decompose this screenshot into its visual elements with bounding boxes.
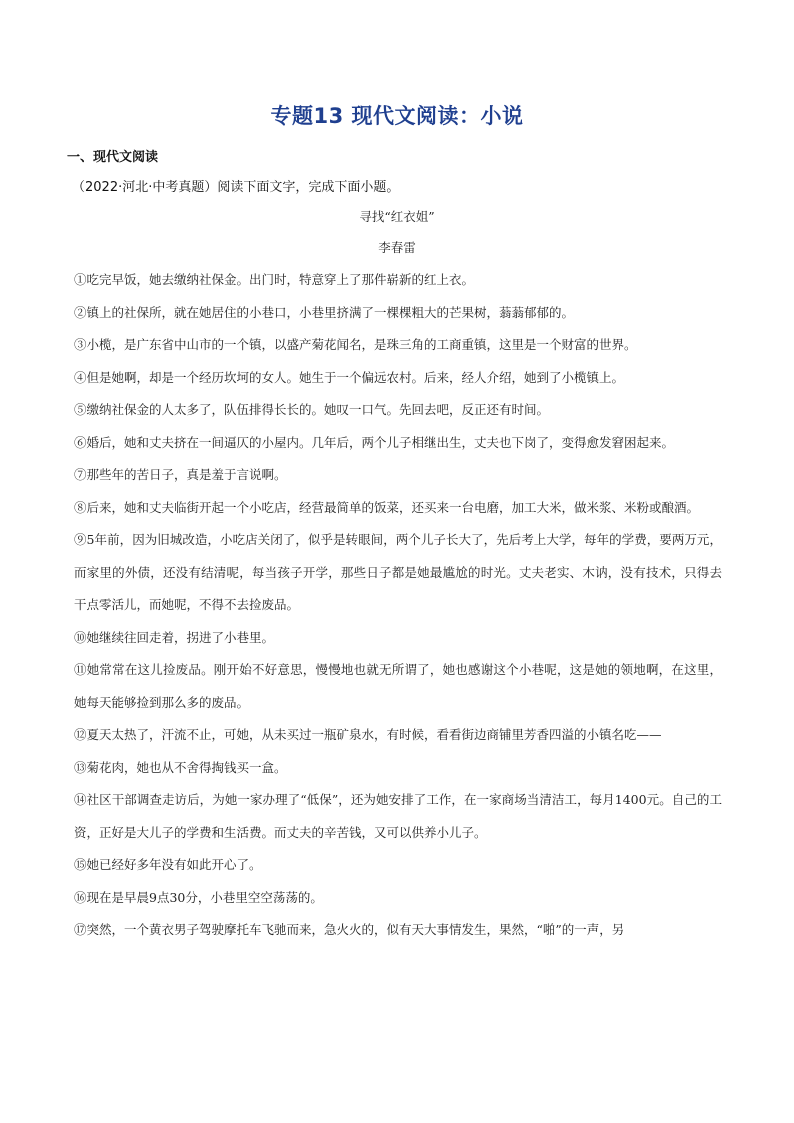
paragraph: ⑤缴纳社保金的人太多了，队伍排得长长的。她叹一口气。先回去吧，反正还有时间。 [74,402,550,417]
paragraph: ⑩她继续往回走着，拐进了小巷里。 [74,629,275,645]
paragraph: ①吃完早饭，她去缴纳社保金。出门时，特意穿上了那件崭新的红上衣。 [74,272,475,287]
paragraph: ⑰突然，一个黄衣男子驾驶摩托车飞驰而来，急火火的，似有天大事情发生，果然，“啪”的一声，另 [74,922,625,937]
paragraph: ⑦那些年的苦日子，真是羞于言说啊。 [74,467,287,482]
paragraph: ②镇上的社保所，就在她居住的小巷口，小巷里挤满了一棵棵粗大的芒果树，蓊蓊郁郁的。 [74,304,575,320]
paragraph: ⑮她已经好多年没有如此开心了。 [74,857,262,872]
story-body [74,264,722,947]
paragraph: ⑬菊花肉，她也从不舍得掏钱买一盒。 [74,759,287,775]
story-author: 李春雷 [378,240,416,255]
story-title: 寻找“红衣姐” [359,209,435,224]
paragraph: ④但是她啊，却是一个经历坎坷的女人。她生于一个偏远农村。后来，经人介绍，她到了小榄镇上。 [74,369,625,385]
paragraph: ⑥婚后，她和丈夫挤在一间逼仄的小屋内。几年后，两个儿子相继出生，丈夫也下岗了，变得愈发窘困起来。 [74,434,675,450]
paragraph: ⑯现在是早晨9点30分，小巷里空空荡荡的。 [74,889,323,905]
paragraph: ⑨5年前，因为旧城改造，小吃店关闭了，似乎是转眼间，两个儿子长大了，先后考上大学，每年的学费，要两万元，而家里的外债，还没有结清呢，每当孩子开学，那些日子都是她最尴尬的时光。丈夫老实、木讷，没有技术，只得去干点零活儿，而她呢，不得不去捡废品。 [74,532,722,612]
paragraph: ⑧后来，她和丈夫临街开起一个小吃店，经营最简单的饭菜，还买来一台电磨，加工大米，做米浆、米粉或酿酒。 [74,499,700,515]
page-title: 专题13 现代文阅读：小说 [270,104,524,128]
paragraph: ⑫夏天太热了，汗流不止，可她，从未买过一瓶矿泉水，有时候，看看街边商铺里芳香四溢的小镇名吃—— [74,727,662,742]
paragraph: ③小榄，是广东省中山市的一个镇，以盛产菊花闻名，是珠三角的工商重镇，这里是一个财富的世界。 [74,337,637,352]
question-intro: （2022·河北·中考真题）阅读下面文字，完成下面小题。 [72,180,400,195]
paragraph: ⑭社区干部调查走访后，为她一家办理了“低保”，还为她安排了工作，在一家商场当清洁工，每月1400元。自己的工资，正好是大儿子的学费和生活费。而丈夫的辛苦钱，又可以供养小儿子。 [74,792,722,840]
paragraph: ⑪她常常在这儿捡废品。刚开始不好意思，慢慢地也就无所谓了，她也感谢这个小巷呢，这是她的领地啊，在这里，她每天能够捡到那么多的废品。 [74,662,722,710]
section-heading: 一、现代文阅读 [67,150,159,165]
